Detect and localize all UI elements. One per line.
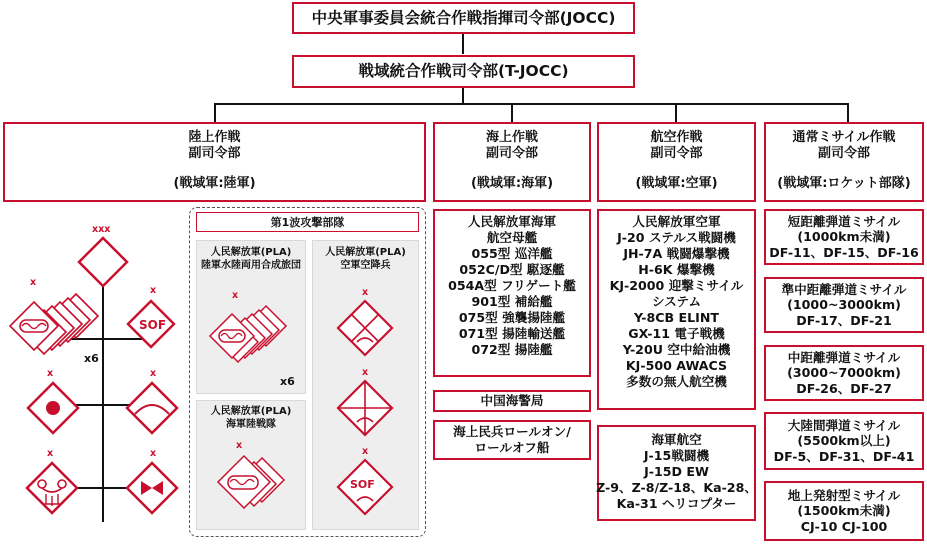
amphibious-panel-label bbox=[196, 246, 306, 272]
missile-types: CJ-10 CJ-100 bbox=[800, 518, 888, 534]
navy-unit: 054A型 フリゲート艦 bbox=[448, 277, 576, 293]
navy-units-box bbox=[433, 209, 591, 377]
air-unit: 多数の無人航空機 bbox=[626, 373, 727, 389]
air-unit: KJ-2000 迎撃ミサイル bbox=[609, 277, 744, 293]
navy-command-service: (戦域軍:海軍) bbox=[470, 175, 554, 191]
ground-command-name: 陸上作戦 bbox=[188, 130, 241, 145]
ground-command-box bbox=[3, 122, 426, 202]
navy-unit: 072型 揚陸艦 bbox=[471, 341, 553, 357]
militia-line: 海上民兵ロールオン/ bbox=[453, 424, 571, 440]
amphibious-brigade-stack-icon bbox=[204, 300, 290, 376]
connector-ground bbox=[214, 103, 216, 122]
missile-command-box bbox=[764, 122, 924, 202]
xxx-echelon-mark: xxx bbox=[92, 224, 111, 235]
air-command-box bbox=[597, 122, 756, 202]
x-echelon-mark: x bbox=[150, 368, 157, 379]
air-command-service: (戦域軍:空軍) bbox=[635, 175, 718, 191]
missile-types: DF-5、DF-31、DF-41 bbox=[773, 448, 915, 464]
air-unit: GX-11 電子戦機 bbox=[628, 325, 725, 341]
missile-types: DF-17、DF-21 bbox=[796, 312, 892, 328]
missile-mrbm-box bbox=[764, 277, 924, 333]
connector-horizontal bbox=[214, 103, 849, 105]
naval-aviation-line: J-15D EW bbox=[644, 463, 709, 479]
marine-panel-label bbox=[196, 405, 306, 431]
air-unit: 人民解放軍空軍 bbox=[632, 214, 721, 229]
navy-unit: 航空母艦 bbox=[486, 229, 538, 245]
logistics-unit-icon bbox=[24, 460, 80, 516]
navy-unit: 071型 揚陸輸送艦 bbox=[458, 325, 566, 341]
air-unit: JH-7A 戦闘爆撃機 bbox=[623, 245, 730, 261]
airborne-infantry-icon bbox=[335, 298, 395, 358]
tjocc-box bbox=[292, 55, 635, 88]
naval-aviation-line: Ka-31 ヘリコプター bbox=[616, 495, 737, 511]
amphibious-panel-line: 陸軍水陸両用合成旅団 bbox=[201, 260, 301, 271]
airborne-panel-line: 空軍空降兵 bbox=[340, 260, 391, 271]
x-echelon-mark: x bbox=[47, 368, 54, 379]
first-wave-title-text: 第1波攻撃部隊 bbox=[270, 216, 345, 229]
navy-command-deputy: 副司令部 bbox=[485, 145, 538, 161]
airborne-panel-line: 人民解放軍(PLA) bbox=[325, 247, 406, 258]
missile-icbm-box bbox=[764, 412, 924, 470]
air-unit: Y-20U 空中給油機 bbox=[622, 341, 731, 357]
navy-command-box bbox=[433, 122, 591, 202]
missile-command-service: (戦域軍:ロケット部隊) bbox=[777, 175, 911, 191]
missile-class: 地上発射型ミサイル bbox=[787, 487, 901, 503]
marine-panel-line: 人民解放軍(PLA) bbox=[210, 406, 292, 417]
engineer-unit-icon bbox=[124, 460, 180, 516]
air-command-deputy: 副司令部 bbox=[650, 145, 703, 161]
missile-command-name: 通常ミサイル作戦 bbox=[792, 130, 896, 145]
ground-command-deputy: 副司令部 bbox=[188, 145, 241, 161]
airborne-engineer-icon bbox=[335, 378, 395, 438]
air-unit: KJ-500 AWACS bbox=[625, 357, 728, 373]
multiplier-x6: x6 bbox=[280, 375, 295, 388]
naval-aviation-box bbox=[597, 425, 756, 521]
air-command-name: 航空作戦 bbox=[650, 130, 703, 145]
tjocc-title: 戦域統合作戦司令部(T-JOCC) bbox=[358, 62, 569, 81]
army-group-diamond-icon bbox=[76, 235, 130, 289]
naval-aviation-line: 海軍航空 bbox=[651, 432, 702, 447]
x-echelon-mark: x bbox=[47, 448, 54, 459]
navy-unit: 901型 補給艦 bbox=[471, 293, 553, 309]
navy-unit: 055型 巡洋艦 bbox=[471, 245, 553, 261]
amphibious-panel-line: 人民解放軍(PLA) bbox=[210, 247, 292, 258]
navy-command-name: 海上作戦 bbox=[485, 130, 538, 145]
missile-srbm-box bbox=[764, 209, 924, 265]
air-unit: システム bbox=[651, 293, 702, 309]
x-echelon-mark: x bbox=[30, 277, 37, 288]
first-wave-title bbox=[196, 212, 419, 232]
naval-aviation-line: Z-9、Z-8/Z-18、Ka-28、 bbox=[596, 479, 757, 495]
missile-range: (3000~7000km) bbox=[787, 365, 901, 381]
air-unit: H-6K 爆撃機 bbox=[638, 261, 715, 277]
multiplier-x6: x6 bbox=[84, 352, 99, 365]
x-echelon-mark: x bbox=[232, 290, 239, 301]
missile-class: 短距離弾道ミサイル bbox=[787, 213, 901, 229]
x-echelon-mark: x bbox=[150, 448, 157, 459]
connector-theater-down bbox=[462, 88, 464, 103]
jocc-title: 中央軍事委員会統合作戦指揮司令部(JOCC) bbox=[311, 8, 616, 27]
missile-types: DF-11、DF-15、DF-16 bbox=[769, 244, 919, 260]
missile-class: 大陸間弾道ミサイル bbox=[787, 417, 901, 433]
missile-range: (5500km以上) bbox=[797, 433, 891, 449]
jocc-box bbox=[292, 2, 635, 34]
x-echelon-mark: x bbox=[362, 287, 369, 298]
sof-label: SOF bbox=[139, 318, 167, 332]
air-defense-unit-icon bbox=[124, 380, 180, 436]
missile-irbm-box bbox=[764, 345, 924, 401]
missile-glcm-box bbox=[764, 481, 924, 541]
connector-missile bbox=[847, 103, 849, 122]
airborne-panel-label bbox=[312, 246, 419, 272]
missile-range: (1500km未満) bbox=[797, 503, 891, 519]
connector-air bbox=[675, 103, 677, 122]
ground-command-service: (戦域軍:陸軍) bbox=[173, 175, 256, 191]
connector-top bbox=[462, 34, 464, 54]
coast-guard-box bbox=[433, 390, 591, 412]
x-echelon-mark: x bbox=[150, 285, 157, 296]
x-echelon-mark: x bbox=[362, 367, 369, 378]
coast-guard-label: 中国海警局 bbox=[480, 393, 544, 408]
missile-class: 準中距離弾道ミサイル bbox=[781, 281, 907, 297]
artillery-unit-icon bbox=[25, 380, 81, 436]
air-units-box bbox=[597, 209, 756, 410]
x-echelon-mark: x bbox=[236, 440, 243, 451]
navy-unit: 人民解放軍海軍 bbox=[467, 214, 557, 229]
missile-class: 中距離弾道ミサイル bbox=[787, 349, 901, 365]
air-unit: J-20 ステルス戦闘機 bbox=[617, 229, 736, 245]
marine-stack-icon bbox=[204, 448, 294, 522]
missile-range: (1000km未満) bbox=[797, 229, 891, 245]
naval-aviation-line: J-15戦闘機 bbox=[643, 447, 710, 463]
air-unit: Y-8CB ELINT bbox=[634, 309, 719, 325]
missile-command-deputy: 副司令部 bbox=[817, 145, 870, 161]
missile-types: DF-26、DF-27 bbox=[796, 380, 892, 396]
militia-line: ロールオフ船 bbox=[474, 440, 550, 455]
maritime-militia-box bbox=[433, 420, 591, 460]
navy-unit: 052C/D型 駆逐艦 bbox=[459, 261, 565, 277]
missile-range: (1000~3000km) bbox=[787, 297, 901, 313]
connector-navy bbox=[511, 103, 513, 122]
marine-panel-line: 海軍陸戦隊 bbox=[226, 419, 276, 430]
x-echelon-mark: x bbox=[362, 446, 369, 457]
navy-unit: 075型 強襲揚陸艦 bbox=[458, 309, 566, 325]
airborne-sof-label: SOF bbox=[350, 478, 375, 491]
